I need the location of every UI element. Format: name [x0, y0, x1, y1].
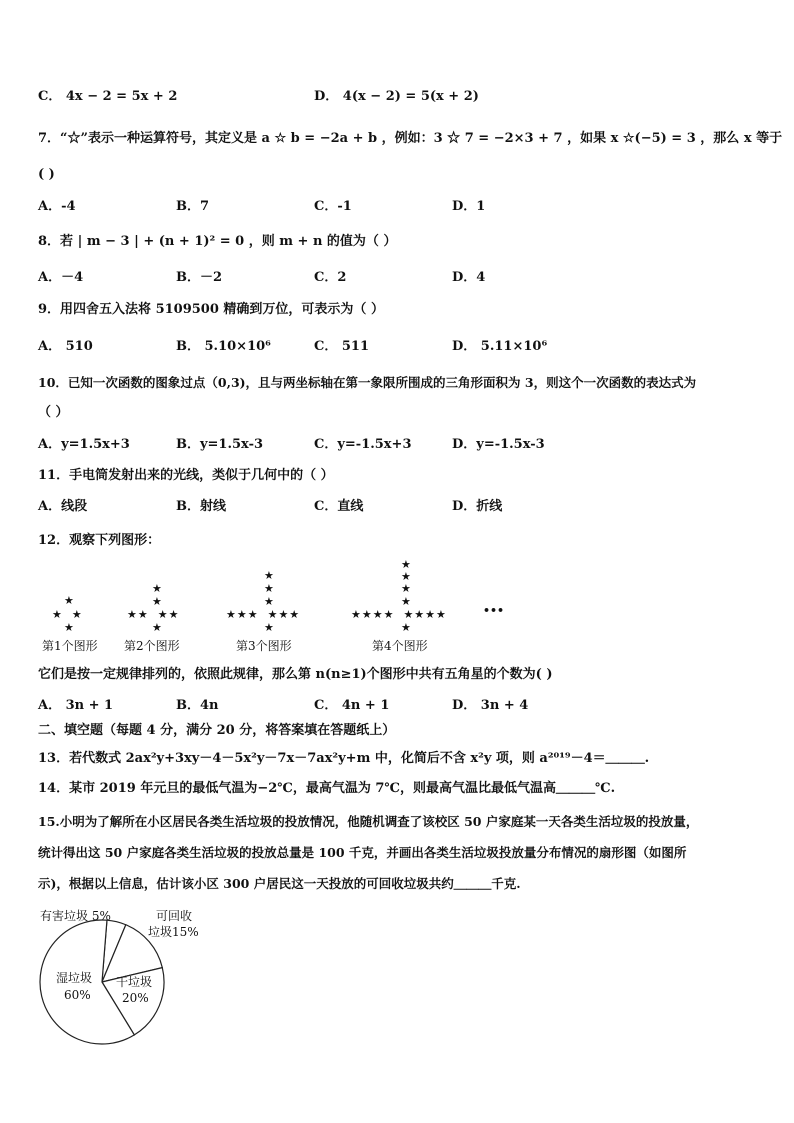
- q9-option-b: B． 5.10×10⁶: [176, 339, 271, 354]
- q10-option-c: C．y=-1.5x+3: [314, 437, 412, 452]
- fig4-stars-top3: ★: [401, 582, 412, 595]
- q7-option-a: A．-4: [38, 199, 76, 214]
- q11-option-c: C．直线: [314, 499, 364, 514]
- figure-ellipsis: •••: [483, 604, 505, 617]
- pie-chart: [30, 900, 230, 1070]
- fig3-caption: 第3个图形: [236, 639, 292, 653]
- fig2-caption: 第2个图形: [124, 639, 180, 653]
- q8-stem: 8．若 | m − 3 | + (n + 1)² = 0 ，则 m + n 的值为（ ）: [38, 234, 397, 249]
- q12-question: 它们是按一定规律排列的，依照此规律，那么第 n(n≥1)个图形中共有五角星的个数为( ): [38, 667, 553, 682]
- q9-option-a: A． 510: [38, 339, 93, 354]
- q15-line3: 示)，根据以上信息，估计该小区 300 户居民这一天投放的可回收垃圾共约＿＿＿千克.: [38, 876, 521, 891]
- pie-label-harmful: 有害垃圾 5%: [40, 909, 111, 923]
- fig4-stars-top1: ★: [401, 558, 412, 571]
- q9-option-d: D． 5.11×10⁶: [452, 339, 548, 354]
- pie-label-dry-line2: 20%: [122, 991, 149, 1005]
- q10-stem: 10．已知一次函数的图象过点（0,3)，且与两坐标轴在第一象限所围成的三角形面积为 3，则这个一次函数的表达式为: [38, 375, 697, 390]
- q15-line1: 15.小明为了解所在小区居民各类生活垃圾的投放情况，他随机调查了该校区 50 户家庭某一天各类生活垃圾的投放量，: [38, 814, 699, 829]
- fig4-stars-bottom: ★: [401, 621, 412, 634]
- fig2-stars-top2: ★: [152, 595, 163, 608]
- fig4-stars-top2: ★: [401, 570, 412, 583]
- q11-stem: 11．手电筒发射出来的光线，类似于几何中的（ ）: [38, 468, 334, 483]
- q8-option-a: A．－4: [38, 270, 84, 285]
- q7-option-d: D．1: [452, 199, 486, 214]
- q12-option-d: D． 3n + 4: [452, 698, 529, 713]
- fig2-stars-bottom: ★: [152, 621, 163, 634]
- section-fill-in-title: 二、填空题（每题 4 分，满分 20 分，将答案填在答题纸上）: [38, 723, 396, 738]
- q11-option-b: B．射线: [176, 499, 226, 514]
- fig1-caption: 第1个图形: [42, 639, 98, 653]
- q12-stem: 12．观察下列图形：: [38, 533, 161, 548]
- fig3-stars-top1: ★: [264, 569, 275, 582]
- fig4-stars-top4: ★: [401, 595, 412, 608]
- pie-label-dry-line1: 干垃圾: [116, 975, 153, 989]
- q7-stem: 7．“☆”表示一种运算符号，其定义是 a ☆ b = −2a + b ，例如：3 ☆ 7 = −2×3 + 7 ，如果 x ☆(−5) = 3 ，那么 x 等于: [38, 131, 783, 146]
- q6-option-c: C． 4x − 2 = 5x + 2: [38, 89, 178, 104]
- q7-option-c: C．-1: [314, 199, 352, 214]
- fig1-stars-top: ★: [64, 594, 75, 607]
- q14-stem: 14．某市 2019 年元旦的最低气温为−2℃，最高气温为 7℃，则最高气温比最低气温高＿＿＿℃.: [38, 781, 616, 796]
- q8-option-b: B．－2: [176, 270, 223, 285]
- q7-paren: ( ): [38, 167, 55, 182]
- fig3-stars-bottom: ★: [264, 621, 275, 634]
- pie-label-recyclable-line2: 垃圾15%: [148, 925, 199, 939]
- fig1-stars-bottom: ★: [64, 621, 75, 634]
- pie-label-wet-line1: 湿垃圾: [56, 971, 93, 985]
- fig3-stars-top3: ★: [264, 595, 275, 608]
- q11-option-a: A．线段: [38, 499, 88, 514]
- q15-line2: 统计得出这 50 户家庭各类生活垃圾的投放总量是 100 千克，并画出各类生活垃圾投放量分布情况的扇形图（如图所: [38, 845, 687, 860]
- fig3-stars-top2: ★: [264, 582, 275, 595]
- q7-option-b: B．7: [176, 199, 210, 214]
- q11-option-d: D．折线: [452, 499, 503, 514]
- q10-option-b: B．y=1.5x-3: [176, 437, 264, 452]
- q9-option-c: C． 511: [314, 339, 370, 354]
- pie-label-wet-line2: 60%: [64, 988, 91, 1002]
- pie-label-recyclable-line1: 可回收: [156, 909, 193, 923]
- q12-option-b: B．4n: [176, 698, 219, 713]
- q10-option-a: A．y=1.5x+3: [38, 437, 130, 452]
- q10-paren: （ ）: [38, 405, 69, 420]
- q12-option-a: A． 3n + 1: [38, 698, 114, 713]
- q12-option-c: C． 4n + 1: [314, 698, 390, 713]
- q8-option-c: C．2: [314, 270, 347, 285]
- q10-option-d: D．y=-1.5x-3: [452, 437, 545, 452]
- fig3-stars-middle: ★★★ ★★★: [226, 608, 301, 621]
- q6-option-d: D． 4(x − 2) = 5(x + 2): [314, 89, 479, 104]
- fig1-stars-middle: ★ ★: [52, 608, 83, 621]
- fig4-caption: 第4个图形: [372, 639, 428, 653]
- fig4-stars-middle: ★★★★ ★★★★: [351, 608, 447, 621]
- q9-stem: 9．用四舍五入法将 5109500 精确到万位，可表示为（ ）: [38, 302, 384, 317]
- q13-stem: 13．若代数式 2ax²y+3xy－4－5x²y－7x－7ax²y+m 中，化简后不含 x²y 项，则 a²⁰¹⁹－4＝＿＿＿.: [38, 751, 650, 766]
- fig2-stars-middle: ★★ ★★: [127, 608, 180, 621]
- q8-option-d: D．4: [452, 270, 486, 285]
- fig2-stars-top: ★: [152, 582, 163, 595]
